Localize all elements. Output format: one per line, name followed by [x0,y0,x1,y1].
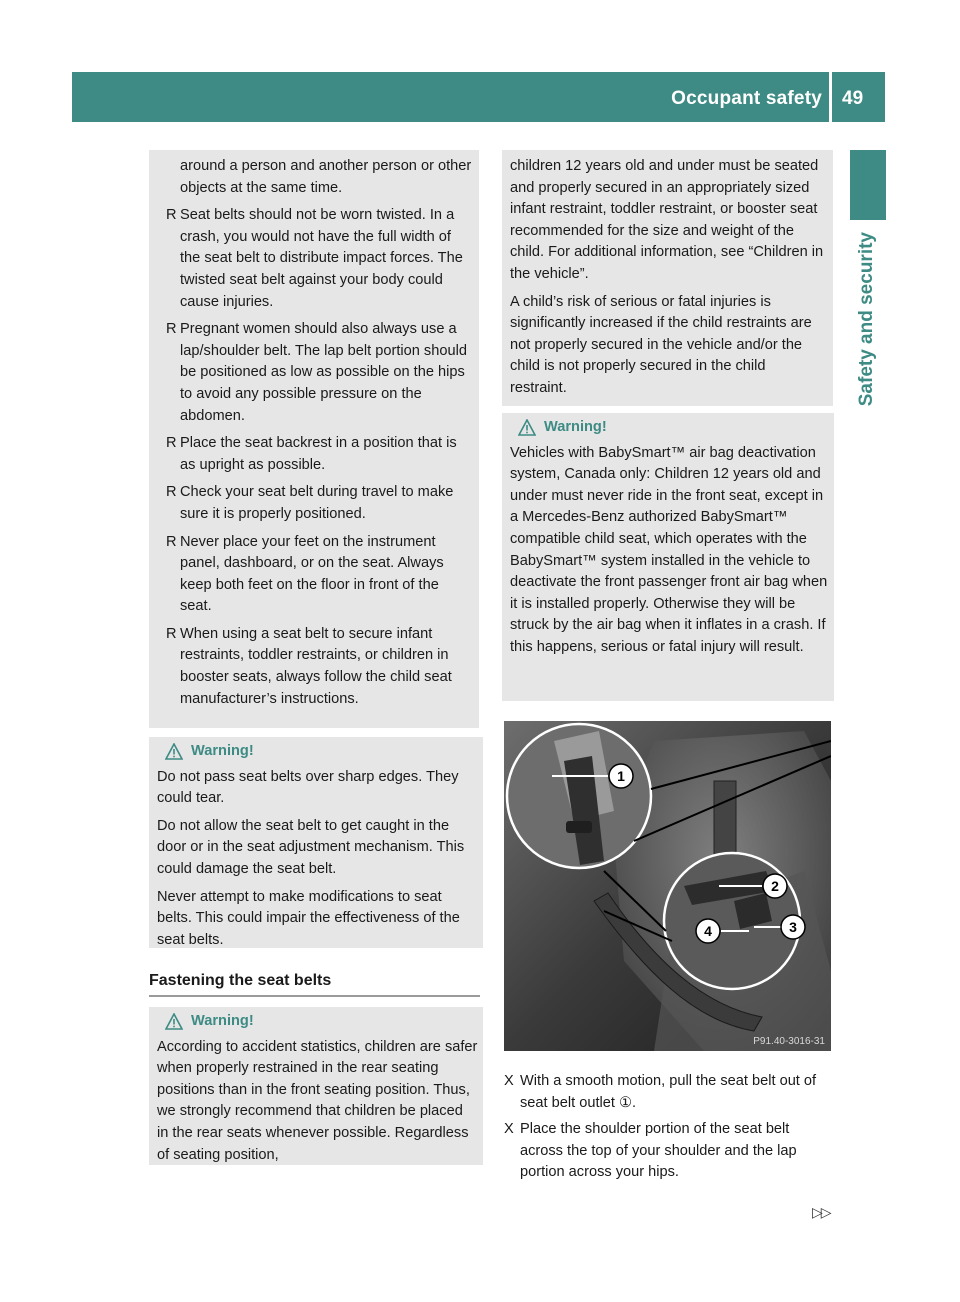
step-marker: X [504,1073,514,1089]
right-text-box [502,150,833,406]
side-tab [850,150,886,220]
step-text: With a smooth motion, pull the seat belt out of seat belt outlet ①. [520,1073,817,1111]
instruction-step [504,1071,834,1114]
svg-text:1: 1 [617,768,625,784]
warning-triangle-icon [165,743,183,760]
warning-box [149,737,483,948]
warning-paragraph: Vehicles with BabySmart™ air bag deactivation system, Canada only: Children 12 years old and under must never ride in the front seat, except in a Mercedes-Benz authorized BabySmart™ compatible child seat, which operates with the BabySmart™ system installed in the vehicle to deactivate the front passenger front air bag when it is installed properly. Otherwise they will be struck by the air bag when it inflates in a crash. If this happens, serious or fatal injury will result. [510,444,828,655]
list-item: R Seat belts should not be worn twisted. In a crash, you would not have the full width of the seat belt to distribute impact forces. The twisted seat belt against your body could cause injuries. [166,207,463,310]
body-paragraph: children 12 years old and under must be seated and properly secured in an appropriately sized infant restraint, toddler restraint, or booster seat recommended for the size and weight of the child. For additional information, see “Children in the vehicle”. [510,158,824,282]
svg-text:3: 3 [789,919,797,935]
warning-box [502,413,834,701]
photo-code: P91.40-3016-31 [753,1036,825,1047]
seat-belt-illustration [504,721,831,1051]
side-section-label: Safety and security [856,232,877,407]
warning-paragraph: Do not allow the seat belt to get caught in the door or in the seat adjustment mechanism. This could damage the seat belt. [157,817,465,877]
svg-text:2: 2 [771,878,779,894]
section-heading: Fastening the seat belts [149,972,332,989]
list-item: R Check your seat belt during travel to make sure it is properly positioned. [166,484,454,522]
body-paragraph: A child’s risk of serious or fatal injuries is significantly increased if the child restraints are not properly secured in the vehicle and/or the child is not properly secured in the child restraint. [510,293,812,396]
seat-belt-photo [504,721,831,1051]
warning-label: Warning! [191,1013,254,1029]
list-item: R When using a seat belt to secure infant restraints, toddler restraints, or children in booster seats, always follow the child seat manufacturer’s instructions. [166,625,452,707]
bullet-continuation: around a person and another person or other objects at the same time. [180,158,472,196]
warning-triangle-icon [165,1013,183,1030]
warning-label: Warning! [191,743,254,759]
page-title: Occupant safety [671,88,822,109]
left-bullet-box [149,150,479,728]
warning-box [149,1007,483,1165]
warning-paragraph: Never attempt to make modifications to seat belts. This could impair the effectiveness of the seat belts. [157,888,460,948]
warning-label: Warning! [544,419,607,435]
page-number: 49 [842,88,864,109]
list-item: R Pregnant women should also always use a lap/shoulder belt. The lap belt portion should be positioned as low as possible on the hips to avoid any possible pressure on the abdomen. [166,321,467,424]
section-rule [149,995,480,997]
continue-marker: ▷▷ [812,1204,830,1220]
instruction-step [504,1119,834,1184]
warning-paragraph: According to accident statistics, children are safer when properly restrained in the rear seating positions than in the front seating position. Thus, we strongly recommend that children be placed in the rear seats whenever possible. Regardless of seating position, [157,1038,478,1163]
step-text: Place the shoulder portion of the seat belt across the top of your shoulder and the lap portion across your hips. [520,1121,797,1181]
header-divider [829,72,832,122]
svg-text:4: 4 [704,923,712,939]
list-item: R Never place your feet on the instrument panel, dashboard, or on the seat. Always keep both feet on the floor in front of the seat. [166,533,444,615]
warning-paragraph: Do not pass seat belts over sharp edges. They could tear. [157,768,459,807]
warning-triangle-icon [518,419,536,436]
list-item: R Place the seat backrest in a position that is as upright as possible. [166,435,457,473]
step-marker: X [504,1121,514,1137]
